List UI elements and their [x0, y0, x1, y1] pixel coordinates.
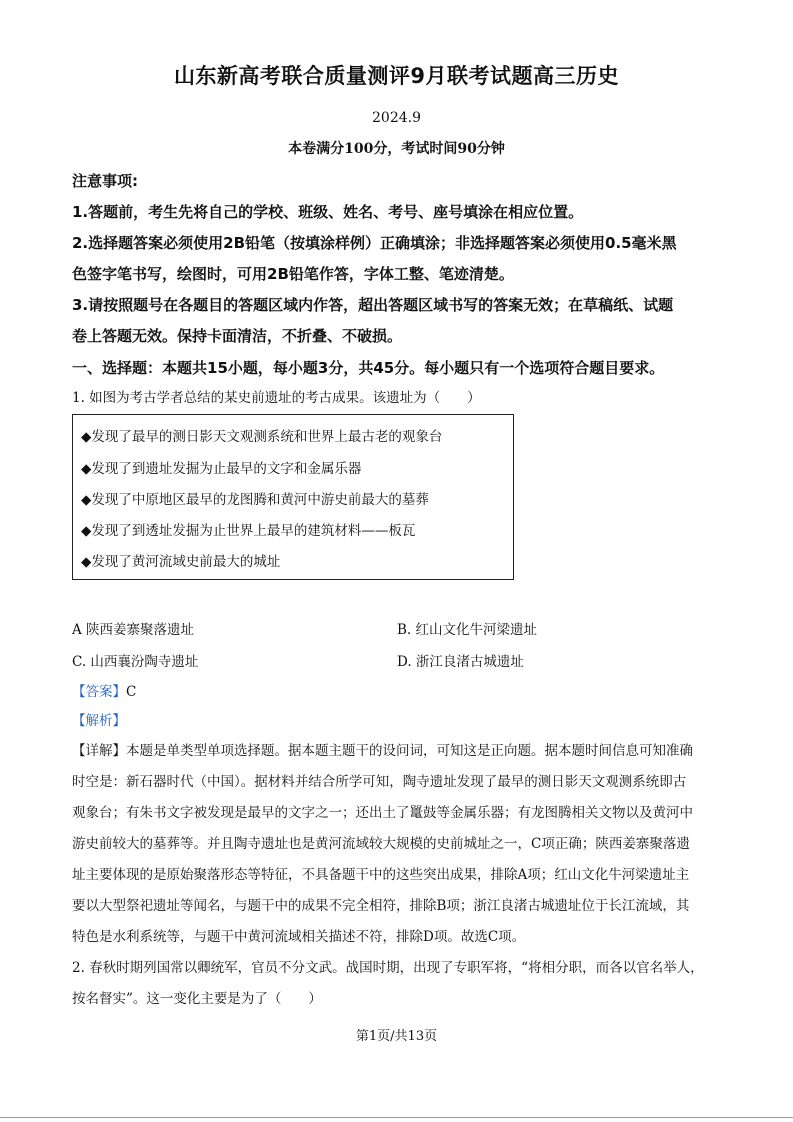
evidence-item: ◆发现了到遗址发掘为止最早的文字和金属乐器 — [81, 461, 362, 477]
option-d: D. 浙江良渚古城遗址 — [397, 654, 524, 670]
detail-line: 时空是：新石器时代（中国）。据材料并结合所学可知，陶寺遗址发现了最早的测日影天文观测系统即古 — [72, 774, 687, 790]
analysis-label: 【解析】 — [72, 713, 126, 729]
exam-date: 2024.9 — [372, 110, 421, 126]
evidence-item: ◆发现了中原地区最早的龙图腾和黄河中游史前最大的墓葬 — [81, 492, 429, 508]
question-2-stem: 2. 春秋时期列国常以卿统军，官员不分文武。战国时期，出现了专职军将，“将相分职，而各以官名举人， — [72, 960, 704, 976]
answer-label: 【答案】 — [72, 684, 126, 700]
note-item-3: 3.请按照题号在各题目的答题区域内作答，超出答题区域书写的答案无效；在草稿纸、试题 — [72, 296, 674, 314]
question-1-evidence-box — [72, 414, 514, 580]
option-c: C. 山西襄汾陶寺遗址 — [72, 654, 199, 670]
score-time-info: 本卷满分100分，考试时间90分钟 — [288, 141, 505, 157]
question-1-stem: 1. 如图为考古学者总结的某史前遗址的考古成果。该遗址为（ ） — [72, 390, 481, 406]
detail-line: 【详解】本题是单类型单项选择题。据本题主题干的设问词，可知这是正向题。据本题时间信息可知准确 — [72, 743, 693, 759]
detail-line: 址主要体现的是原始聚落形态等特征，不具备题干中的这些突出成果，排除A项；红山文化牛河梁遗址主 — [72, 867, 690, 883]
note-item-3-cont: 卷上答题无效。保持卡面清洁，不折叠、不破损。 — [72, 327, 403, 345]
option-b: B. 红山文化牛河梁遗址 — [397, 622, 538, 638]
detail-line: 要以大型祭祀遗址等闻名，与题干中的成果不完全相符，排除B项；浙江良渚古城遗址位于长江流域，其 — [72, 898, 690, 914]
notes-heading: 注意事项: — [72, 172, 138, 190]
detail-line: 特色是水利系统等，与题干中黄河流域相关描述不符，排除D项。故选C项。 — [72, 929, 526, 945]
evidence-item: ◆发现了黄河流域史前最大的城址 — [81, 554, 281, 570]
detail-line: 观象台；有朱书文字被发现是最早的文字之一；还出土了鼍鼓等金属乐器；有龙图腾相关文物以及黄河中 — [72, 805, 693, 821]
bottom-divider — [0, 1117, 793, 1118]
option-a: A 陕西姜寨聚落遗址 — [72, 622, 195, 638]
answer-line — [72, 682, 722, 702]
evidence-item: ◆发现了最早的测日影天文观测系统和世界上最古老的观象台 — [81, 429, 443, 445]
answer-value: C — [126, 684, 137, 700]
section-heading: 一、选择题：本题共15小题，每小题3分，共45分。每小题只有一个选项符合题目要求。 — [72, 359, 665, 377]
evidence-item: ◆发现了到透址发掘为止世界上最早的建筑材料——板瓦 — [81, 523, 416, 539]
page-footer: 第1页/共13页 — [355, 1029, 438, 1044]
question-2-stem-cont: 按名督实”。这一变化主要是为了（ ） — [72, 991, 322, 1007]
detail-line: 游史前较大的墓葬等。并且陶寺遗址也是黄河流域较大规模的史前城址之一，C项正确；陕西姜寨聚落遗 — [72, 836, 690, 852]
exam-title: 山东新高考联合质量测评9月联考试题高三历史 — [173, 64, 620, 88]
note-item-1: 1.答题前，考生先将自己的学校、班级、姓名、考号、座号填涂在相应位置。 — [72, 203, 584, 221]
note-item-2-cont: 色签字笔书写，绘图时，可用2B铅笔作答，字体工整、笔迹清楚。 — [72, 265, 514, 283]
note-item-2: 2.选择题答案必须使用2B铅笔（按填涂样例）正确填涂；非选择题答案必须使用0.5毫米黑 — [72, 234, 677, 252]
